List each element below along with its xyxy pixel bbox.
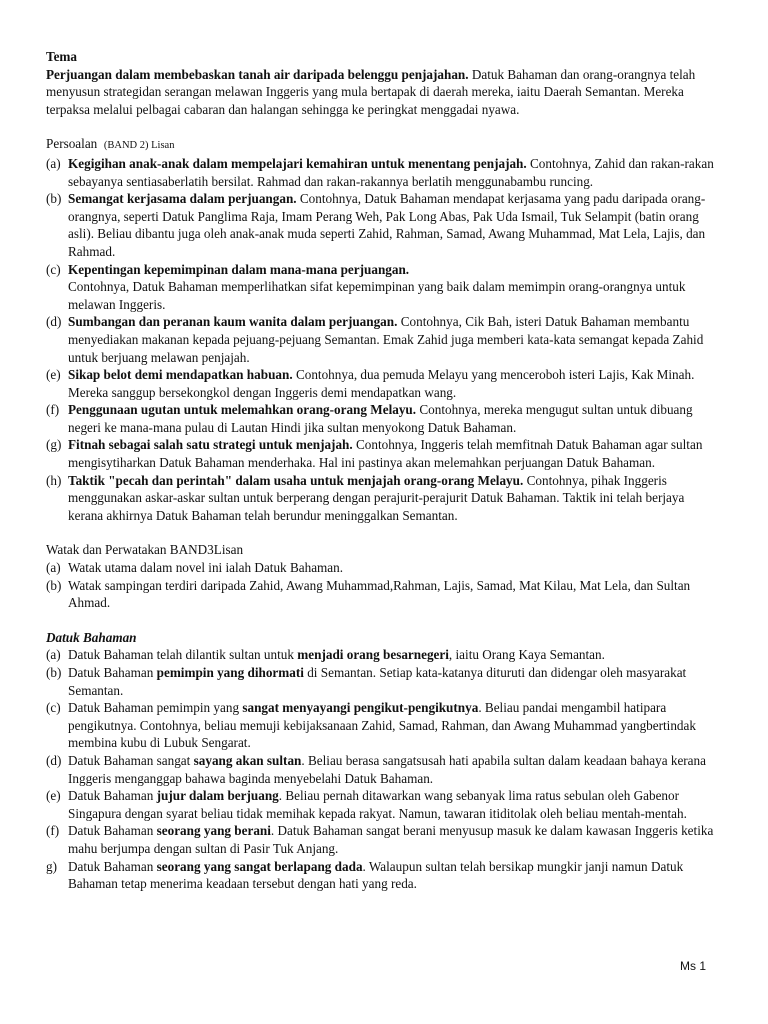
datuk-item-f: (f) Datuk Bahaman seorang yang berani. Datuk Bahaman sangat berani menyusup masuk ke dalam kawasan Inggeris ketika mahu berjumpa dengan sultan di Pasir Tuk Anjang. bbox=[46, 823, 714, 856]
watak-item-b: (b) Watak sampingan terdiri daripada Zahid, Awang Muhammad,Rahman, Lajis, Samad, Mat Kilau, Mat Lela, dan Sultan Ahmad. bbox=[46, 577, 691, 611]
watak-list bbox=[46, 559, 716, 612]
datuk-item-d: (d) Datuk Bahaman sangat sayang akan sultan. Beliau berasa sangatsusah hati apabila sultan dalam keadaan bahaya kerana Inggeris menganggap bahawa baginda menyebelahi Datuk Bahaman. bbox=[46, 752, 706, 786]
page-number: Ms 1 bbox=[679, 959, 706, 973]
persoalan-band: (BAND 2) Lisan bbox=[103, 140, 175, 152]
persoalan-list bbox=[46, 155, 716, 524]
datuk-item-g: g) Datuk Bahaman seorang yang sangat berlapang dada. Walaupun sultan telah bersikap mungkir janji namun Datuk Bahaman tetap menerima keadaan tersebut dengan hati yang reda. bbox=[46, 858, 684, 892]
datuk-bahaman-heading: Datuk Bahaman bbox=[46, 629, 137, 645]
tema-paragraph bbox=[46, 66, 716, 119]
datuk-item-e: (e) Datuk Bahaman jujur dalam berjuang. Beliau pernah ditawarkan wang sebanyak lima ratus sebulan oleh Gabenor Singapura dengan syarat beliau tidak memihak kepada rakyat. Namun, tawaran itiditolak oleh beliau mentah-mentah. bbox=[46, 788, 687, 821]
datuk-item-b: (b) Datuk Bahaman pemimpin yang dihormati di Semantan. Setiap kata-katanya dituruti dan didengar oleh masyarakat Semantan. bbox=[46, 665, 687, 698]
datuk-item-c: (c) Datuk Bahaman pemimpin yang sangat menyayangi pengikut-pengikutnya. Beliau pandai mengambil hatipara pengikutnya. Contohnya, beliau memuji kebijaksanaan Zahid, Samad, Rahman, dan Awang Muhammad yangbertindak membina kubu di Lubuk Sengarat. bbox=[46, 700, 696, 751]
datuk-bahaman-list bbox=[46, 646, 716, 892]
watak-item-a: (a) Watak utama dalam novel ini ialah Datuk Bahaman. bbox=[46, 560, 344, 576]
persoalan-title: Persoalan bbox=[46, 136, 98, 152]
document-page bbox=[46, 48, 716, 893]
persoalan-item-b: (b) Semangat kerjasama dalam perjuangan. Contohnya, Datuk Bahaman mendapat kerjasama yang padu daripada orang-orangnya, seperti Datuk Panglima Raja, Imam Perang Weh, Pak Long Abas, Pak Uda Ismail, Tuk Selampit (batin orang asli). Beliau dibantu juga oleh anak-anak muda seperti Zahid, Rahman, Samad, Awang Muhammad, Mat Lela, Lajis, dan Rahmad. bbox=[46, 191, 706, 259]
persoalan-item-g: (g) Fitnah sebagai salah satu strategi untuk menjajah. Contohnya, Inggeris telah memfitnah Datuk Bahaman agar sultan mengisytiharkan Datuk Bahaman menderhaka. Hal ini pastinya akan melemahkan perjuangan Datuk Bahaman. bbox=[46, 437, 703, 471]
tema-heading: Tema bbox=[46, 49, 78, 64]
tema-text: Datuk Bahaman dan orang-orangnya telah menyusun strategidan serangan melawan Inggeris yang mula bertapak di daerah mereka, iaitu Daerah Semantan. Mereka terpaksa melalui pelbagai cabaran dan halangan sehingga ke peringkat menggadai nyawa. bbox=[46, 66, 696, 117]
persoalan-item-e: (e) Sikap belot demi mendapatkan habuan. Contohnya, dua pemuda Melayu yang menceroboh isteri Lajis, Kak Minah. Mereka sanggup bersekongkol dengan Inggeris demi mendapatkan wang. bbox=[46, 367, 695, 400]
watak-heading: Watak dan Perwatakan BAND3Lisan bbox=[46, 542, 244, 558]
persoalan-item-f: (f) Penggunaan ugutan untuk melemahkan orang-orang Melayu. Contohnya, mereka mengugut sultan untuk dibuang negeri ke mana-mana pulau di Lautan Hindi jika sultan menyokong Datuk Bahaman. bbox=[46, 402, 693, 435]
persoalan-heading bbox=[46, 135, 716, 155]
persoalan-item-d: (d) Sumbangan dan peranan kaum wanita dalam perjuangan. Contohnya, Cik Bah, isteri Datuk Bahaman membantu menyediakan makanan kepada pejuang-pejuang Semantan. Emak Zahid juga memberi kata-kata semangat kepada Zahid untuk berjuang melawan penjajah. bbox=[46, 314, 704, 365]
datuk-item-a: (a) Datuk Bahaman telah dilantik sultan untuk menjadi orang besarnegeri, iaitu Orang Kaya Semantan. bbox=[46, 647, 605, 663]
tema-bold-lead: Perjuangan dalam membebaskan tanah air daripada belenggu penjajahan. bbox=[46, 66, 469, 82]
persoalan-item-h: (h) Taktik "pecah dan perintah" dalam usaha untuk menjajah orang-orang Melayu. Contohnya, pihak Inggeris menggunakan askar-askar sultan untuk berperang dengan perajurit-perajurit Datuk Bahaman. Taktik ini telah berjaya kerana akhirnya Datuk Bahaman telah berundur meninggalkan Semantan. bbox=[46, 472, 685, 523]
persoalan-item-a: (a) Kegigihan anak-anak dalam mempelajari kemahiran untuk menentang penjajah. Contohnya, Zahid dan rakan-rakan sebayanya sentiasaberlatih bersilat. Rahmad dan rakan-rakannya berlatih menggunabambu runcing. bbox=[46, 155, 714, 189]
persoalan-item-c: (c) Kepentingan kepemimpinan dalam mana-mana perjuangan. Contohnya, Datuk Bahaman memperlihatkan sifat kepemimpinan yang baik dalam memimpin orang-orangnya untuk melawan Inggeris. bbox=[46, 261, 686, 312]
